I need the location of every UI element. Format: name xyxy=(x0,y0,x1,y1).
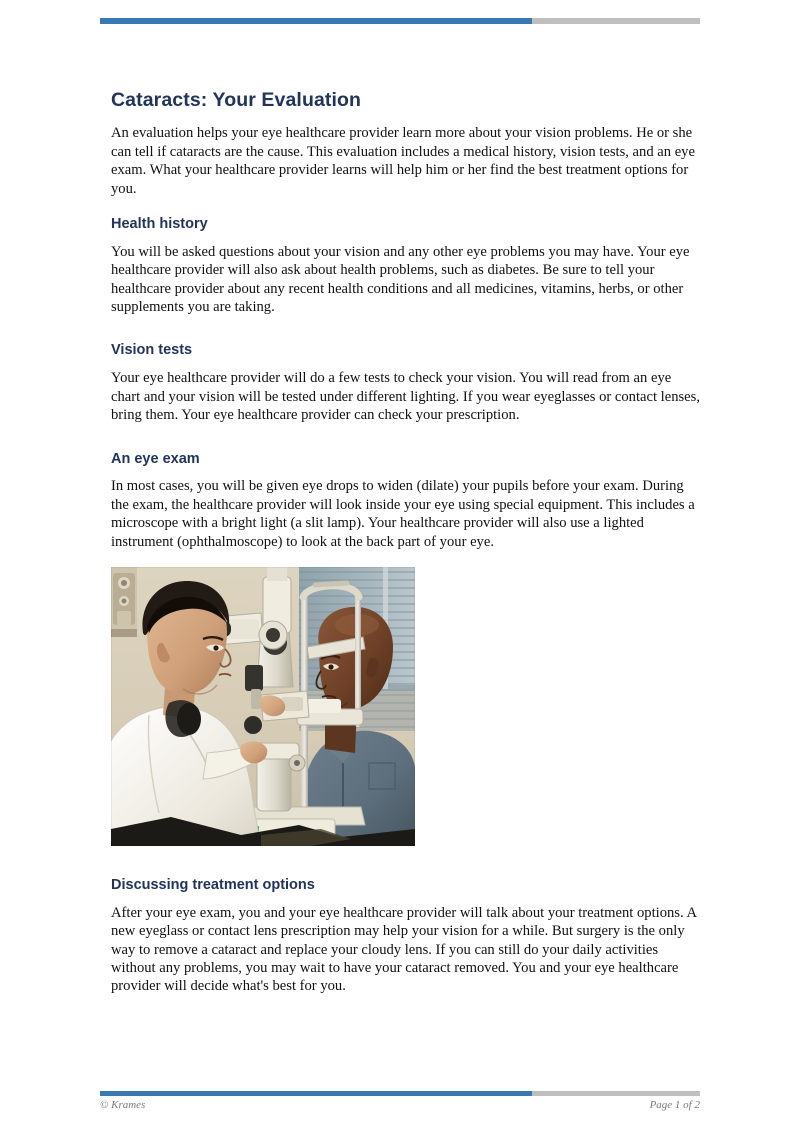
section-body-an-eye-exam: In most cases, you will be given eye drops to widen (dilate) your pupils before your exam. During the exam, the healthcare provider will look inside your eye using special equipment. This includes a microscope with a bright light (a slit lamp). Your healthcare provider will also use a lighted instrument (ophthalmoscope) to look at the back part of your eye. xyxy=(111,478,695,550)
section-heading-vision-tests: Vision tests xyxy=(111,342,193,359)
intro-paragraph: An evaluation helps your eye healthcare provider learn more about your vision problems. He or she can tell if cataracts are the cause. This evaluation includes a medical history, vision tests, and an eye exam. What your healthcare provider learns will help him or her find the best treatment options for you. xyxy=(111,125,695,197)
section-health-history xyxy=(111,215,700,316)
section-heading-health-history: Health history xyxy=(111,216,208,232)
section-an-eye-exam xyxy=(111,450,700,846)
intro-block xyxy=(111,124,700,198)
footer-copyright: © Krames xyxy=(100,1099,146,1111)
footer-rule xyxy=(100,1091,700,1096)
page-title: Cataracts: Your Evaluation xyxy=(111,89,362,111)
section-heading-an-eye-exam: An eye exam xyxy=(111,450,200,467)
footer-page-number: Page 1 of 2 xyxy=(649,1099,700,1111)
footer xyxy=(100,1099,700,1111)
slit-lamp-eye-exam-photo xyxy=(111,567,415,846)
document-content xyxy=(111,88,700,996)
section-body-vision-tests: Your eye healthcare provider will do a few tests to check your vision. You will read from an eye chart and your vision will be tested under different lighting. If you wear eyeglasses or contact lenses, bring them. Your eye healthcare provider can check your prescription. xyxy=(111,370,700,424)
section-body-discussing-treatment-options: After your eye exam, you and your eye healthcare provider will talk about your treatment options. A new eyeglass or contact lens prescription may help your vision for a while. But surgery is the only way to remove a cataract and replace your cloudy lens. If you can still do your daily activities without any problems, you may wait to have your cataract removed. You and your eye healthcare provider will decide what's best for you. xyxy=(111,904,697,995)
header-rule-gray-segment xyxy=(532,18,700,24)
section-discussing-treatment-options xyxy=(111,876,700,996)
section-vision-tests xyxy=(111,341,700,424)
section-heading-discussing-treatment-options: Discussing treatment options xyxy=(111,877,315,893)
slit-lamp-eye-exam-illustration xyxy=(111,567,415,846)
header-rule xyxy=(100,18,700,24)
footer-rule-gray-segment xyxy=(532,1091,700,1096)
section-body-health-history: You will be asked questions about your vision and any other eye problems you may have. Your eye healthcare provider will also ask about health problems, such as diabetes. Be sure to tell your healthcare provider about any recent health conditions and all medicines, vitamins, herbs, or other supplements you are taking. xyxy=(111,243,690,316)
header-rule-blue-segment xyxy=(100,18,532,24)
footer-rule-blue-segment xyxy=(100,1091,532,1096)
